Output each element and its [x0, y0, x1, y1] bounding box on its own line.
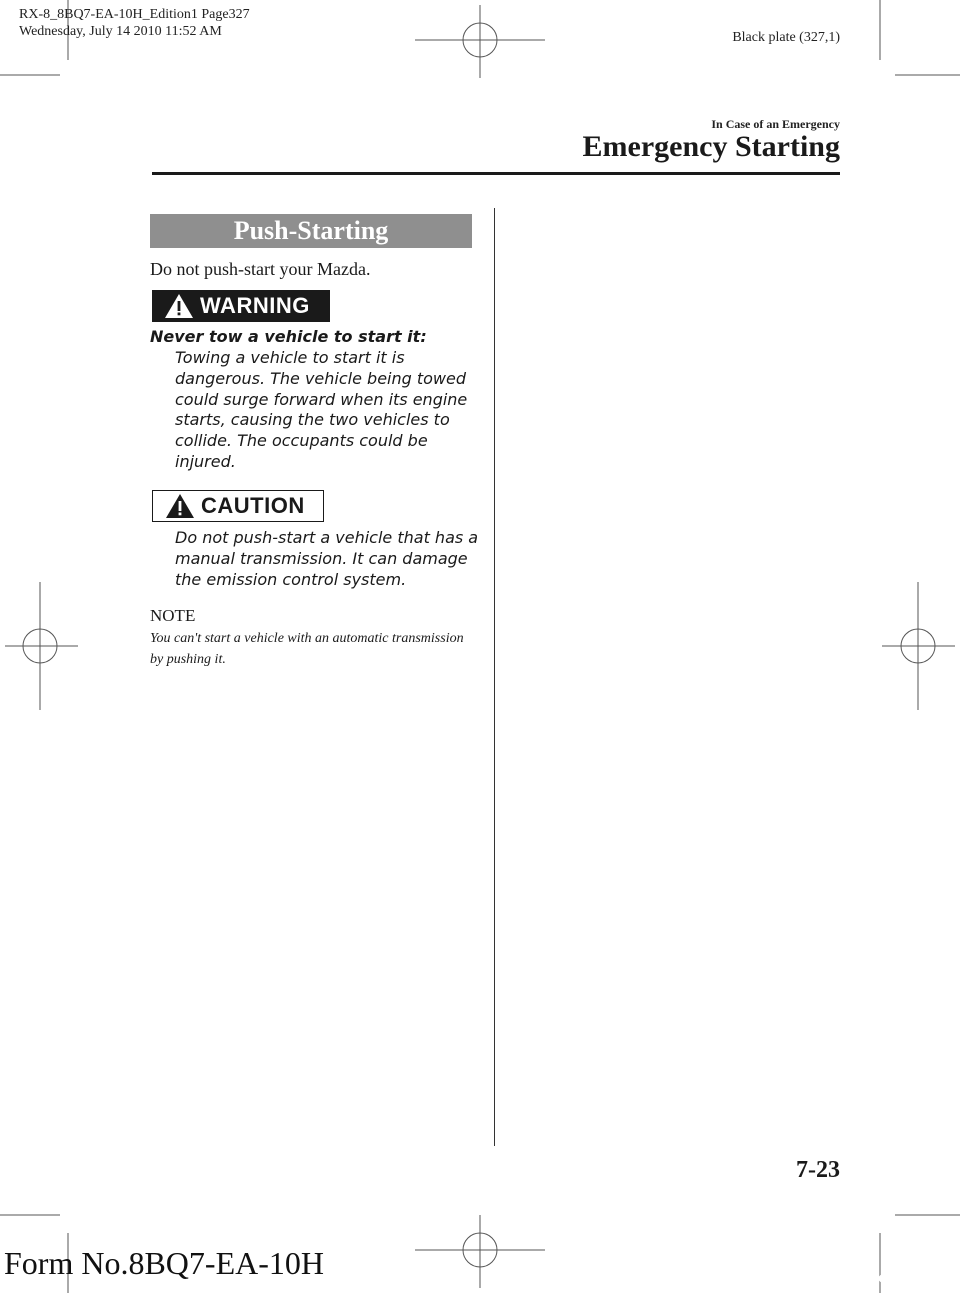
page-number: 7-23 — [796, 1157, 840, 1183]
note-text: You can't start a vehicle with an automatic transmission by pushing it. — [150, 631, 464, 667]
section-title: Emergency Starting — [582, 130, 840, 163]
topic-heading: Push-Starting — [150, 214, 472, 248]
column-divider — [494, 208, 495, 1146]
warning-label: WARNING — [200, 293, 310, 318]
exclamation-triangle-icon — [165, 493, 195, 519]
caution-label: CAUTION — [201, 493, 305, 518]
warning-title: Never tow a vehicle to start it: — [150, 327, 427, 346]
warning-text: Towing a vehicle to start it is dangerous. The vehicle being towed could surge forward when its engine starts, causing the two vehicles to collide. The occupants could be injured. — [175, 348, 468, 471]
form-number: Form No.8BQ7-EA-10H — [4, 1245, 324, 1281]
warning-label-box — [152, 290, 330, 322]
header-rule — [152, 172, 840, 175]
black-plate-label: Black plate (327,1) — [732, 30, 840, 45]
plate-info — [19, 6, 250, 40]
exclamation-triangle-icon — [164, 293, 194, 319]
caution-label-box — [152, 490, 324, 522]
plate-file-line: RX-8_8BQ7-EA-10H_Edition1 Page327 — [19, 7, 250, 22]
plate-date-line: Wednesday, July 14 2010 11:52 AM — [19, 24, 222, 39]
caution-text: Do not push-start a vehicle that has a manual transmission. It can damage the emission control system. — [175, 528, 479, 589]
chapter-title: In Case of an Emergency — [711, 117, 840, 131]
note-label: NOTE — [150, 606, 196, 625]
watermark: carmanualsonline.info — [790, 1268, 956, 1287]
intro-text: Do not push-start your Mazda. — [150, 259, 371, 279]
